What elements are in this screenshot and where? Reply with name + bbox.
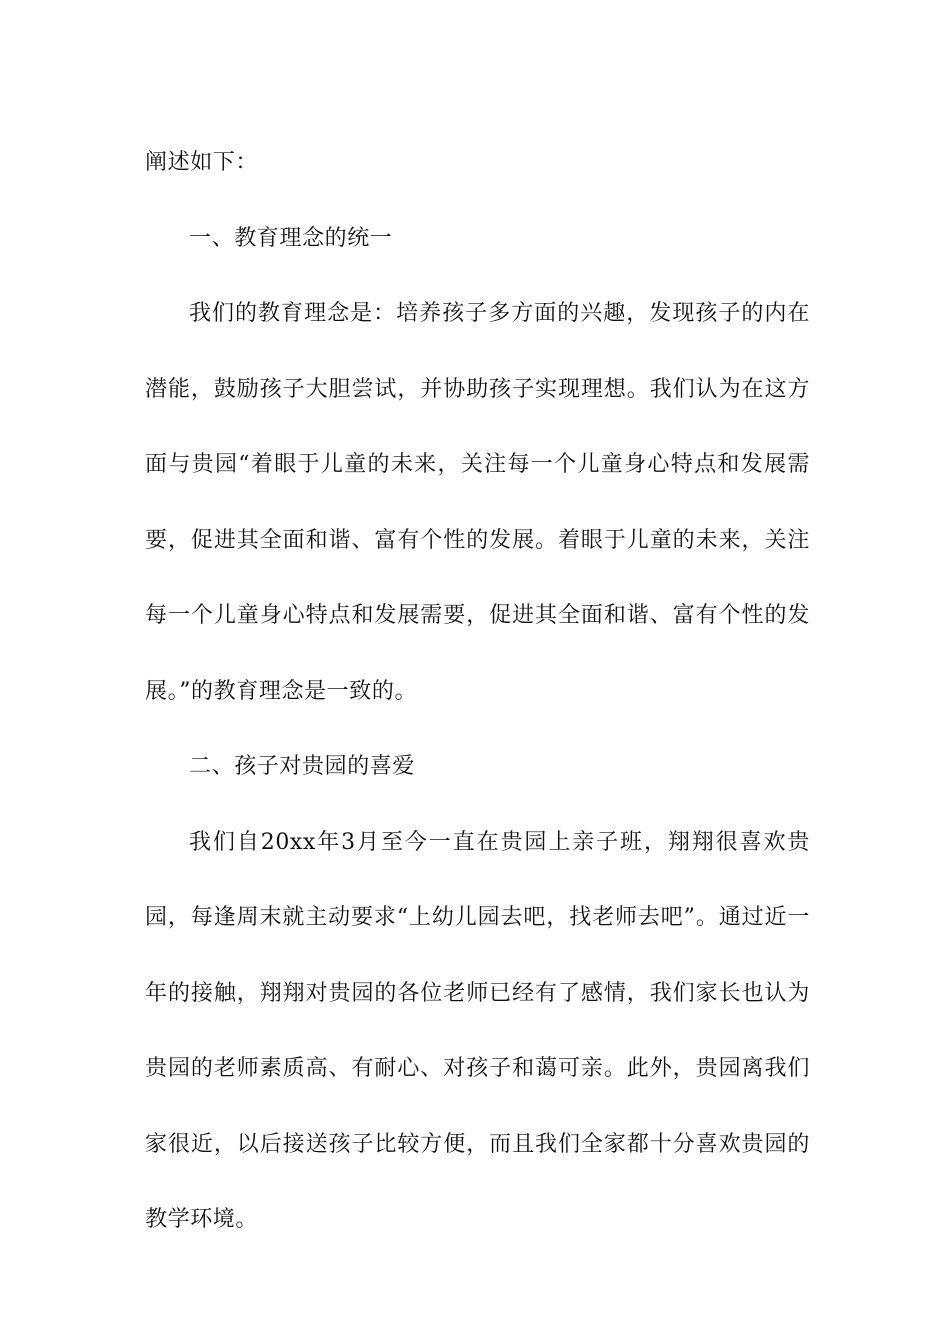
paragraph-child-fondness: 我们自20xx年3月至今一直在贵园上亲子班，翔翔很喜欢贵园，每逢周末就主动要求“上幼儿园去吧，找老师去吧”。通过近一年的接触，翔翔对贵园的各位老师已经有了感情，我们家长也认为贵园的老师素质高、有耐心、对孩子和蔼可亲。此外，贵园离我们家很近，以后接送孩子比较方便，而且我们全家都十分喜欢贵园的教学环境。 [145,829,810,1232]
paragraph-education-philosophy: 我们的教育理念是：培养孩子多方面的兴趣，发现孩子的内在潜能，鼓励孩子大胆尝试，并协助孩子实现理想。我们认为在这方面与贵园“着眼于儿童的未来，关注每一个儿童身心特点和发展需要，促进其全面和谐、富有个性的发展。着眼于儿童的未来，关注每一个儿童身心特点和发展需要，促进其全面和谐、富有个性的发展。”的教育理念是一致的。 [145,301,810,704]
section-heading-education-philosophy: 一、教育理念的统一 [189,225,393,251]
document-body [145,125,810,1258]
section-heading-child-fondness: 二、孩子对贵园的喜爱 [189,754,416,779]
intro-line: 阐述如下： [145,150,259,175]
